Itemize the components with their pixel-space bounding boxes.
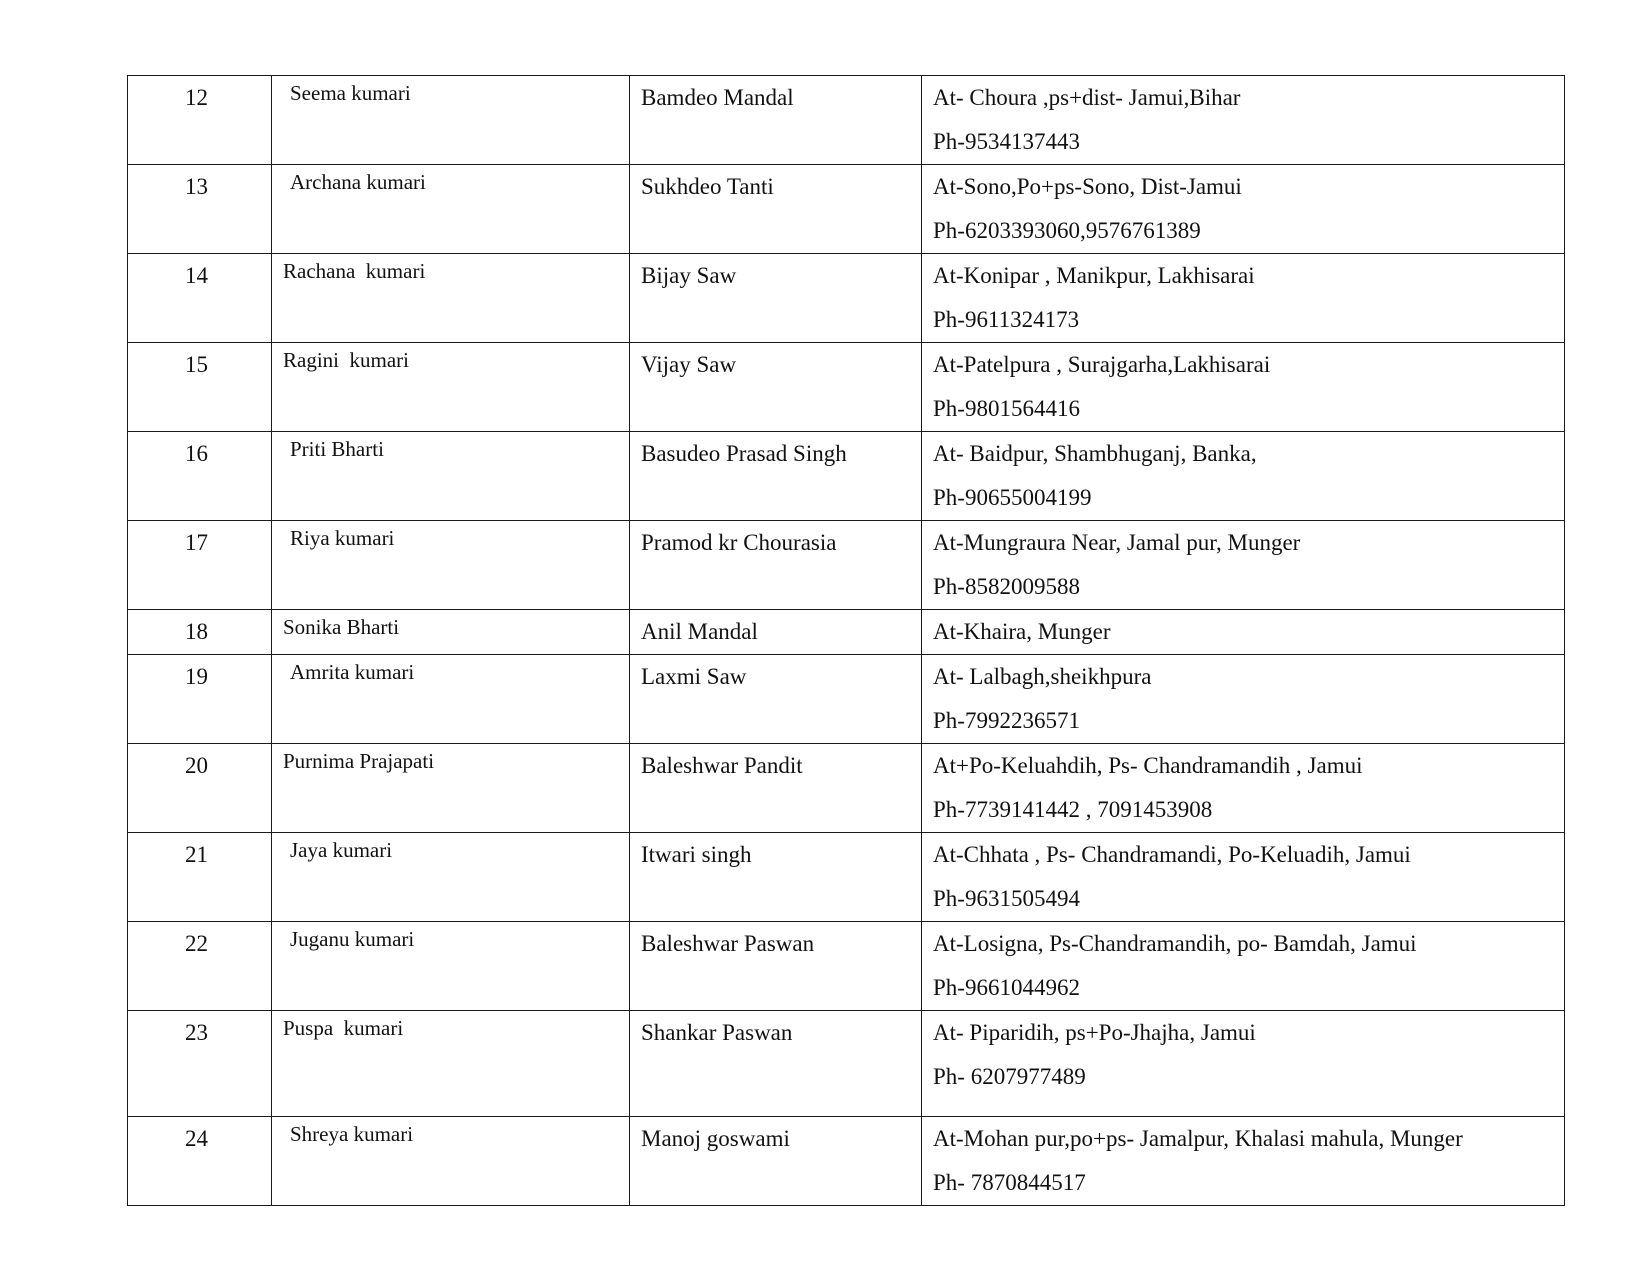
address-cell xyxy=(922,432,1565,521)
phone-text: Ph-90655004199 xyxy=(933,485,1092,510)
father-name: Bijay Saw xyxy=(641,263,737,288)
father-cell xyxy=(630,76,922,165)
phone-text: Ph- 7870844517 xyxy=(933,1170,1086,1195)
father-name: Itwari singh xyxy=(641,842,752,867)
father-cell xyxy=(630,165,922,254)
serial-number: 18 xyxy=(185,619,208,644)
serial-number: 20 xyxy=(185,753,208,778)
table-row xyxy=(128,833,1565,922)
name-cell xyxy=(272,1117,630,1206)
table-row xyxy=(128,610,1565,655)
phone-text: Ph-9631505494 xyxy=(933,886,1080,911)
table-row xyxy=(128,521,1565,610)
name-cell xyxy=(272,432,630,521)
address-cell xyxy=(922,655,1565,744)
address-cell xyxy=(922,744,1565,833)
serial-cell xyxy=(128,165,272,254)
father-cell xyxy=(630,254,922,343)
student-name: Purnima Prajapati xyxy=(283,749,435,773)
address-text: At-Losigna, Ps-Chandramandih, po- Bamdah, Jamui xyxy=(933,931,1417,956)
father-cell xyxy=(630,610,922,655)
serial-number: 15 xyxy=(185,352,208,377)
name-cell xyxy=(272,1011,630,1117)
serial-cell xyxy=(128,254,272,343)
address-text: At- Piparidih, ps+Po-Jhajha, Jamui xyxy=(933,1020,1256,1045)
phone-text: Ph- 6207977489 xyxy=(933,1064,1086,1089)
father-cell xyxy=(630,432,922,521)
address-cell xyxy=(922,1117,1565,1206)
serial-cell xyxy=(128,744,272,833)
phone-text: Ph-9801564416 xyxy=(933,396,1080,421)
name-cell xyxy=(272,343,630,432)
table-row xyxy=(128,655,1565,744)
student-name: Priti Bharti xyxy=(290,437,384,461)
records-table xyxy=(127,75,1565,1206)
name-cell xyxy=(272,610,630,655)
father-name: Vijay Saw xyxy=(641,352,737,377)
table-row xyxy=(128,165,1565,254)
father-cell xyxy=(630,833,922,922)
serial-number: 19 xyxy=(185,664,208,689)
address-cell xyxy=(922,521,1565,610)
address-cell xyxy=(922,76,1565,165)
name-cell xyxy=(272,254,630,343)
father-name: Laxmi Saw xyxy=(641,664,747,689)
student-name: Amrita kumari xyxy=(290,660,415,684)
serial-number: 12 xyxy=(185,85,208,110)
father-name: Sukhdeo Tanti xyxy=(641,174,774,199)
serial-cell xyxy=(128,655,272,744)
address-cell xyxy=(922,343,1565,432)
serial-cell xyxy=(128,833,272,922)
name-cell xyxy=(272,744,630,833)
serial-number: 14 xyxy=(185,263,208,288)
address-text: At-Khaira, Munger xyxy=(933,619,1111,644)
serial-number: 16 xyxy=(185,441,208,466)
serial-cell xyxy=(128,1011,272,1117)
table-row xyxy=(128,76,1565,165)
phone-text: Ph-9661044962 xyxy=(933,975,1080,1000)
name-cell xyxy=(272,655,630,744)
address-cell xyxy=(922,1011,1565,1117)
student-name: Archana kumari xyxy=(290,170,426,194)
table-row xyxy=(128,1011,1565,1117)
address-text: At-Chhata , Ps- Chandramandi, Po-Keluadih, Jamui xyxy=(933,842,1411,867)
name-cell xyxy=(272,165,630,254)
student-name: Shreya kumari xyxy=(290,1122,414,1146)
father-cell xyxy=(630,521,922,610)
phone-text: Ph-7739141442 , 7091453908 xyxy=(933,797,1213,822)
student-name: Rachana kumari xyxy=(283,259,426,283)
student-name: Juganu kumari xyxy=(290,927,415,951)
serial-cell xyxy=(128,76,272,165)
address-cell xyxy=(922,833,1565,922)
table-row xyxy=(128,1117,1565,1206)
father-cell xyxy=(630,1117,922,1206)
address-cell xyxy=(922,165,1565,254)
address-text: At- Baidpur, Shambhuganj, Banka, xyxy=(933,441,1257,466)
phone-text: Ph-6203393060,9576761389 xyxy=(933,218,1201,243)
name-cell xyxy=(272,521,630,610)
serial-number: 22 xyxy=(185,931,208,956)
father-name: Manoj goswami xyxy=(641,1126,790,1151)
table-row xyxy=(128,432,1565,521)
address-text: At-Mungraura Near, Jamal pur, Munger xyxy=(933,530,1301,555)
father-name: Anil Mandal xyxy=(641,619,758,644)
father-name: Basudeo Prasad Singh xyxy=(641,441,847,466)
address-text: At-Konipar , Manikpur, Lakhisarai xyxy=(933,263,1255,288)
phone-text: Ph-7992236571 xyxy=(933,708,1080,733)
table-row xyxy=(128,922,1565,1011)
phone-text: Ph-8582009588 xyxy=(933,574,1080,599)
phone-text: Ph-9534137443 xyxy=(933,129,1080,154)
table-row xyxy=(128,254,1565,343)
student-name: Sonika Bharti xyxy=(283,615,400,639)
father-cell xyxy=(630,1011,922,1117)
serial-number: 17 xyxy=(185,530,208,555)
serial-number: 21 xyxy=(185,842,208,867)
address-text: At-Sono,Po+ps-Sono, Dist-Jamui xyxy=(933,174,1242,199)
address-cell xyxy=(922,922,1565,1011)
address-cell xyxy=(922,610,1565,655)
address-text: At- Choura ,ps+dist- Jamui,Bihar xyxy=(933,85,1241,110)
table-row xyxy=(128,343,1565,432)
student-name: Jaya kumari xyxy=(290,838,393,862)
serial-cell xyxy=(128,610,272,655)
student-name: Ragini kumari xyxy=(283,348,409,372)
serial-cell xyxy=(128,1117,272,1206)
father-cell xyxy=(630,343,922,432)
student-name: Puspa kumari xyxy=(283,1016,404,1040)
serial-cell xyxy=(128,343,272,432)
father-name: Pramod kr Chourasia xyxy=(641,530,837,555)
serial-cell xyxy=(128,432,272,521)
student-name: Seema kumari xyxy=(290,81,411,105)
table-row xyxy=(128,744,1565,833)
name-cell xyxy=(272,833,630,922)
address-cell xyxy=(922,254,1565,343)
father-name: Baleshwar Pandit xyxy=(641,753,803,778)
serial-cell xyxy=(128,521,272,610)
address-text: At-Mohan pur,po+ps- Jamalpur, Khalasi mahula, Munger xyxy=(933,1126,1463,1151)
serial-number: 24 xyxy=(185,1126,208,1151)
phone-text: Ph-9611324173 xyxy=(933,307,1080,332)
serial-number: 13 xyxy=(185,174,208,199)
name-cell xyxy=(272,922,630,1011)
address-text: At- Lalbagh,sheikhpura xyxy=(933,664,1152,689)
father-name: Bamdeo Mandal xyxy=(641,85,794,110)
father-cell xyxy=(630,655,922,744)
father-cell xyxy=(630,744,922,833)
father-name: Shankar Paswan xyxy=(641,1020,793,1045)
name-cell xyxy=(272,76,630,165)
father-name: Baleshwar Paswan xyxy=(641,931,815,956)
father-cell xyxy=(630,922,922,1011)
address-text: At-Patelpura , Surajgarha,Lakhisarai xyxy=(933,352,1271,377)
student-name: Riya kumari xyxy=(290,526,395,550)
address-text: At+Po-Keluahdih, Ps- Chandramandih , Jamui xyxy=(933,753,1363,778)
serial-number: 23 xyxy=(185,1020,208,1045)
serial-cell xyxy=(128,922,272,1011)
